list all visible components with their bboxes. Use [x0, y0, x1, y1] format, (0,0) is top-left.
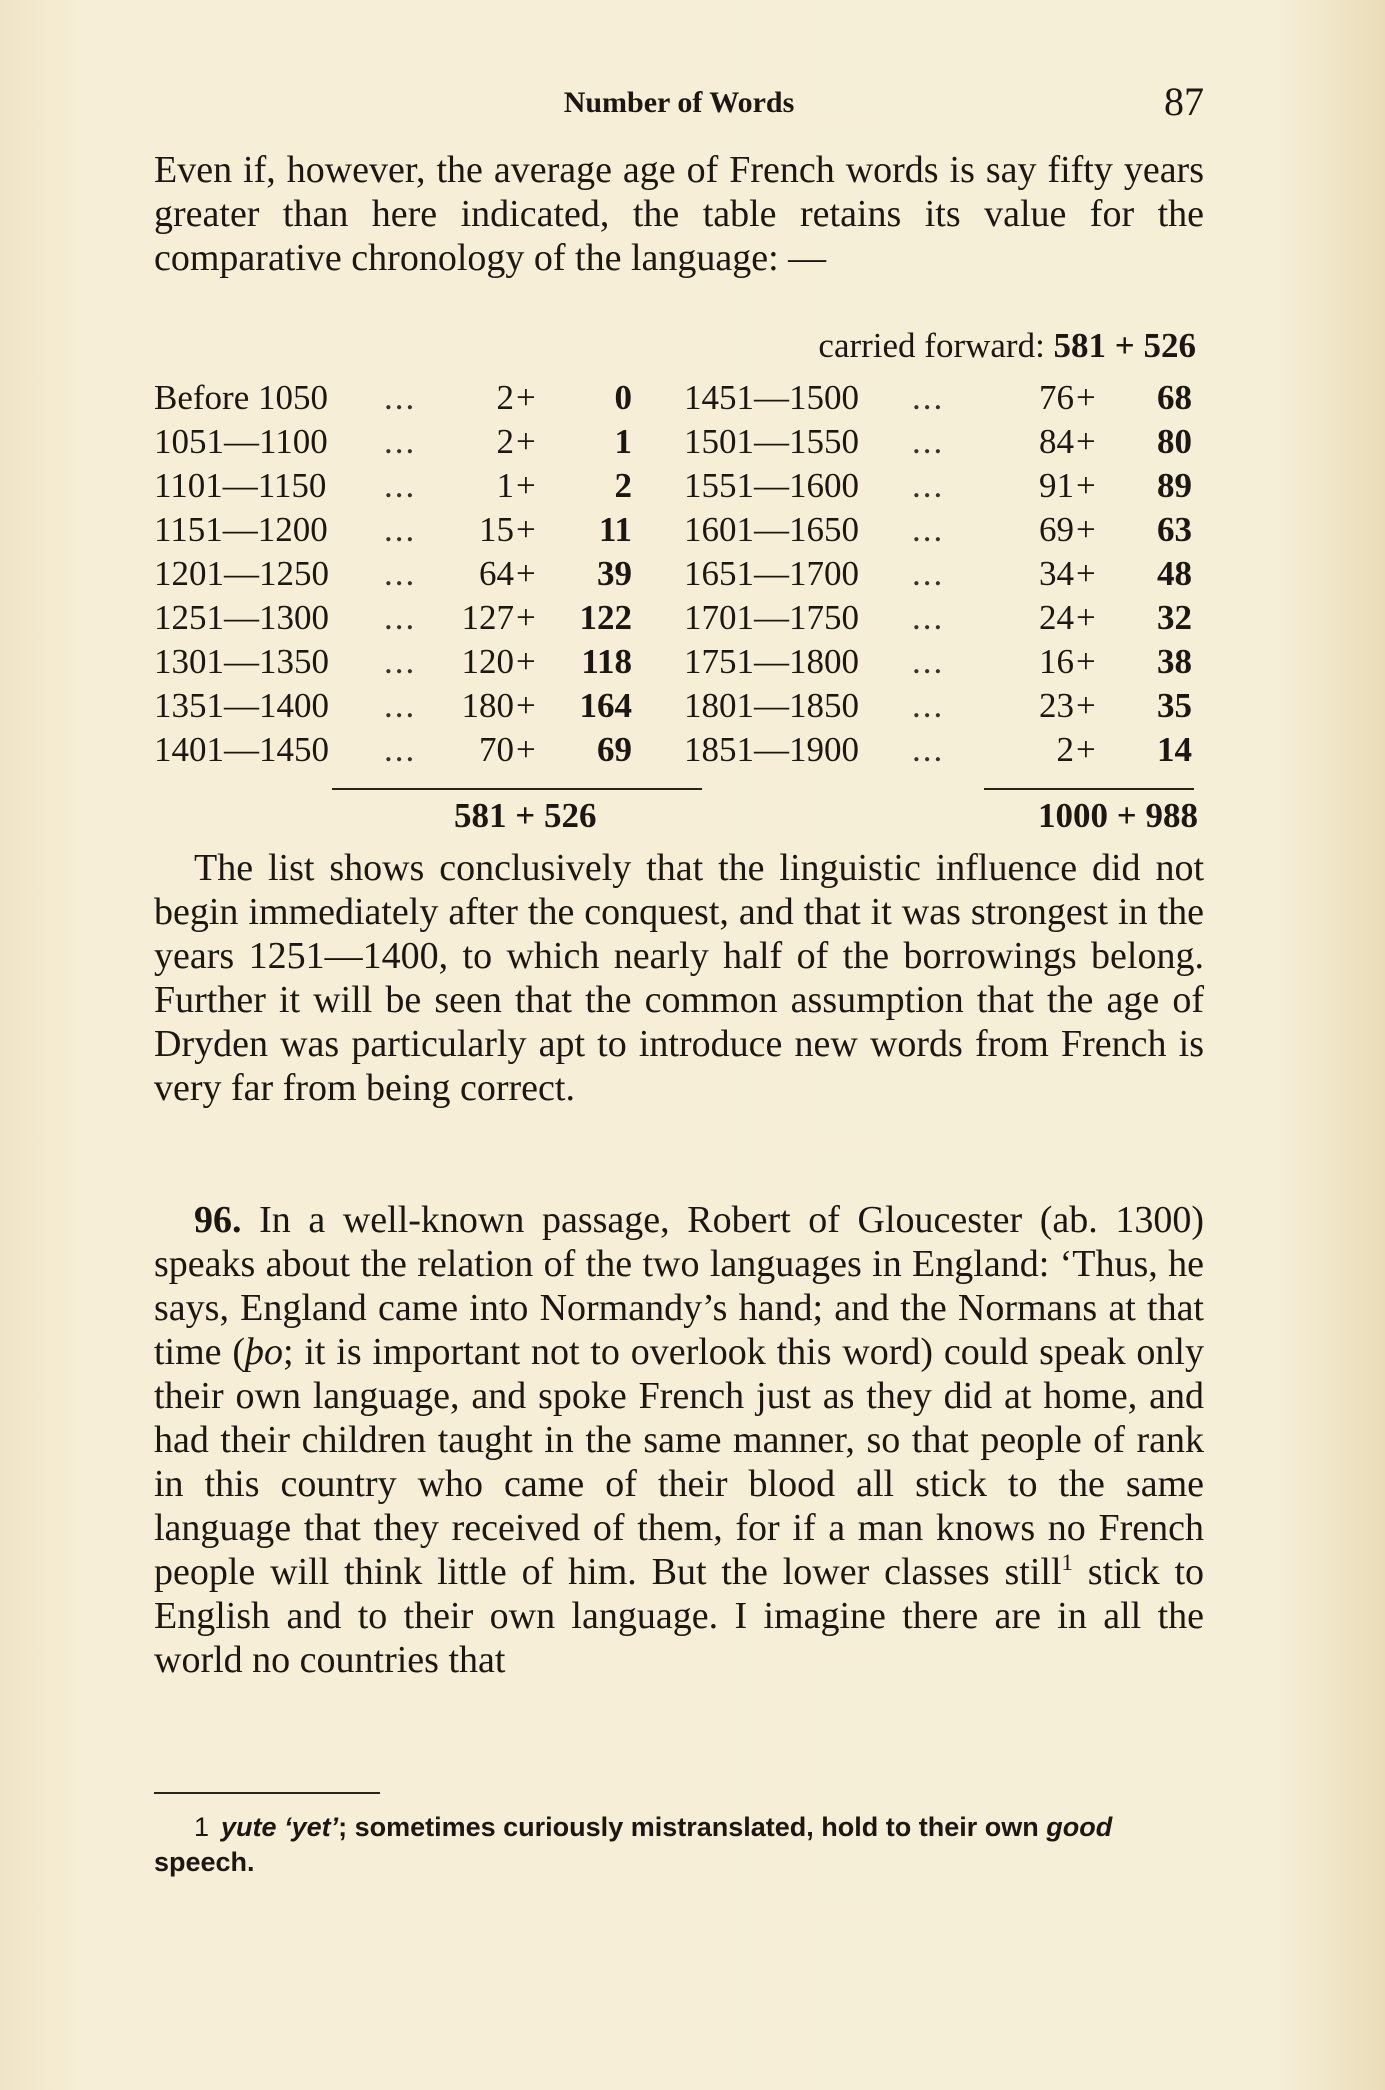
count-b: 63 — [1157, 510, 1192, 549]
table-row — [684, 598, 1204, 642]
period-label: 1351—1400 — [154, 686, 329, 725]
plus-sign: + — [1076, 554, 1096, 593]
table-row — [154, 554, 644, 598]
footnote-number: 1 — [194, 1812, 210, 1842]
running-title: Number of Words — [563, 86, 795, 119]
table-row — [154, 686, 644, 730]
count-a: 34 — [1039, 554, 1074, 593]
table-row — [684, 422, 1204, 466]
count-a: 69 — [1039, 510, 1074, 549]
count-a: 84 — [1039, 422, 1074, 461]
count-a: 2 — [1056, 730, 1074, 769]
period-label: Before 1050 — [154, 378, 328, 417]
table-row — [684, 730, 1204, 774]
table-row — [684, 466, 1204, 510]
count-b: 164 — [579, 686, 632, 725]
period-label: 1501—1550 — [684, 422, 859, 461]
count-a: 15 — [479, 510, 514, 549]
leader-dots: ... — [384, 686, 417, 725]
period-label: 1601—1650 — [684, 510, 859, 549]
section-text-part-1: In a well-known passage, Robert of Gloucester (ab. 1300) speaks about the relation of the two languages in England: ‘Thus, he says, England came into Normandy’s hand; and the Normans at that time ( — [154, 1199, 1204, 1373]
plus-sign: + — [1076, 598, 1096, 637]
conclusion-paragraph — [154, 846, 1204, 1110]
leader-dots: ... — [912, 730, 945, 769]
plus-sign: + — [1076, 642, 1096, 681]
leader-dots: ... — [384, 466, 417, 505]
count-a: 2 — [496, 422, 514, 461]
footnote-term: yute — [221, 1812, 277, 1842]
table-row — [684, 642, 1204, 686]
period-label: 1701—1750 — [684, 598, 859, 637]
count-b: 32 — [1157, 598, 1192, 637]
leader-dots: ... — [384, 642, 417, 681]
section-number: 96. — [194, 1199, 242, 1241]
plus-sign: + — [516, 466, 536, 505]
table-row — [684, 510, 1204, 554]
section-italic-word: þo — [245, 1331, 283, 1373]
count-b: 38 — [1157, 642, 1192, 681]
plus-sign: + — [516, 378, 536, 417]
count-a: 91 — [1039, 466, 1074, 505]
count-b: 14 — [1157, 730, 1192, 769]
period-label: 1851—1900 — [684, 730, 859, 769]
leader-dots: ... — [384, 554, 417, 593]
count-a: 70 — [479, 730, 514, 769]
period-label: 1301—1350 — [154, 642, 329, 681]
period-label: 1651—1700 — [684, 554, 859, 593]
count-b: 122 — [579, 598, 632, 637]
count-a: 127 — [461, 598, 514, 637]
left-total-value: 581 + 526 — [454, 796, 597, 835]
plus-sign: + — [516, 554, 536, 593]
count-b: 69 — [597, 730, 632, 769]
period-label: 1401—1450 — [154, 730, 329, 769]
left-sum-rule — [332, 788, 702, 790]
carried-forward-value: 581 + 526 — [1053, 326, 1196, 365]
plus-sign: + — [516, 510, 536, 549]
section-text-part-3: stick to English and to their own language. I imagine there are in all the world no countries that — [154, 1551, 1205, 1681]
period-label: 1201—1250 — [154, 554, 329, 593]
period-label: 1451—1500 — [684, 378, 859, 417]
table-left-column — [154, 378, 644, 774]
plus-sign: + — [1076, 510, 1096, 549]
footnote-gloss: ‘yet’ — [284, 1812, 339, 1842]
count-a: 1 — [496, 466, 514, 505]
running-head — [154, 78, 1204, 130]
page-number: 87 — [1164, 79, 1204, 124]
count-b: 68 — [1157, 378, 1192, 417]
carried-forward-label: carried forward: — [818, 326, 1045, 365]
count-a: 2 — [496, 378, 514, 417]
table-row — [154, 510, 644, 554]
leader-dots: ... — [384, 510, 417, 549]
leader-dots: ... — [912, 598, 945, 637]
right-total — [1038, 796, 1198, 836]
period-label: 1251—1300 — [154, 598, 329, 637]
footnote-reference: 1 — [1061, 1550, 1073, 1575]
count-b: 39 — [597, 554, 632, 593]
count-b: 2 — [614, 466, 632, 505]
leader-dots: ... — [912, 686, 945, 725]
leader-dots: ... — [384, 598, 417, 637]
count-a: 180 — [461, 686, 514, 725]
plus-sign: + — [1076, 686, 1096, 725]
plus-sign: + — [1076, 730, 1096, 769]
count-b: 48 — [1157, 554, 1192, 593]
footnote-text-middle: ; sometimes curiously mistranslated, hold to their own — [338, 1812, 1047, 1842]
section-96-text — [154, 1198, 1204, 1682]
plus-sign: + — [516, 598, 536, 637]
count-b: 0 — [614, 378, 632, 417]
plus-sign: + — [516, 686, 536, 725]
footnote-text-end: speech. — [154, 1847, 255, 1877]
table-row — [684, 554, 1204, 598]
footnote — [154, 1810, 1204, 1880]
table-row — [684, 686, 1204, 730]
intro-paragraph-text: Even if, however, the average age of French words is say fifty years greater than here indicated, the table retains its value for the comparative chronology of the language: — — [154, 149, 1204, 279]
period-label: 1051—1100 — [154, 422, 328, 461]
plus-sign: + — [1076, 422, 1096, 461]
plus-sign: + — [1076, 378, 1096, 417]
right-sum-rule — [984, 788, 1194, 790]
intro-paragraph — [154, 148, 1204, 280]
count-b: 11 — [598, 510, 632, 549]
table-row — [154, 598, 644, 642]
right-total-value: 1000 + 988 — [1038, 796, 1198, 835]
count-b: 118 — [581, 642, 632, 681]
count-a: 23 — [1039, 686, 1074, 725]
leader-dots: ... — [384, 378, 417, 417]
table-right-column — [684, 378, 1204, 774]
leader-dots: ... — [912, 510, 945, 549]
plus-sign: + — [516, 730, 536, 769]
period-label: 1101—1150 — [154, 466, 327, 505]
footnote-rule — [154, 1792, 380, 1794]
period-label: 1801—1850 — [684, 686, 859, 725]
conclusion-paragraph-text: The list shows conclusively that the linguistic influence did not begin immediately after the conquest, and that it was strongest in the years 1251—1400, to which nearly half of the borrowings belong. Further it will be seen that the common assumption that the age of Dryden was particularly apt to introduce new words from French is very far from being correct. — [154, 847, 1204, 1109]
period-label: 1751—1800 — [684, 642, 859, 681]
leader-dots: ... — [912, 466, 945, 505]
count-a: 76 — [1039, 378, 1074, 417]
carried-forward-row — [818, 326, 1196, 366]
leader-dots: ... — [912, 422, 945, 461]
plus-sign: + — [1076, 466, 1096, 505]
period-label: 1551—1600 — [684, 466, 859, 505]
table-row — [154, 642, 644, 686]
leader-dots: ... — [384, 730, 417, 769]
footnote-italic-word: good — [1046, 1812, 1113, 1842]
table-row — [684, 378, 1204, 422]
section-text-part-2: ; it is important not to overlook this word) could speak only their own language, and spoke French just as they did at home, and had their children taught in the same manner, so that people of rank in this country who came of their blood all stick to the same language that they received of them, for if a man knows no French people will think little of him. But the lower classes still — [154, 1331, 1204, 1593]
count-b: 35 — [1157, 686, 1192, 725]
table-row — [154, 466, 644, 510]
count-a: 16 — [1039, 642, 1074, 681]
left-total — [454, 796, 596, 836]
table-row — [154, 422, 644, 466]
count-b: 1 — [614, 422, 632, 461]
table-row — [154, 378, 644, 422]
chronology-table — [154, 326, 1204, 836]
leader-dots: ... — [912, 554, 945, 593]
plus-sign: + — [516, 642, 536, 681]
leader-dots: ... — [912, 642, 945, 681]
period-label: 1151—1200 — [154, 510, 328, 549]
leader-dots: ... — [384, 422, 417, 461]
section-96-paragraph — [154, 1198, 1204, 1682]
count-a: 24 — [1039, 598, 1074, 637]
count-a: 120 — [461, 642, 514, 681]
leader-dots: ... — [912, 378, 945, 417]
plus-sign: + — [516, 422, 536, 461]
count-a: 64 — [479, 554, 514, 593]
count-b: 89 — [1157, 466, 1192, 505]
count-b: 80 — [1157, 422, 1192, 461]
table-row — [154, 730, 644, 774]
